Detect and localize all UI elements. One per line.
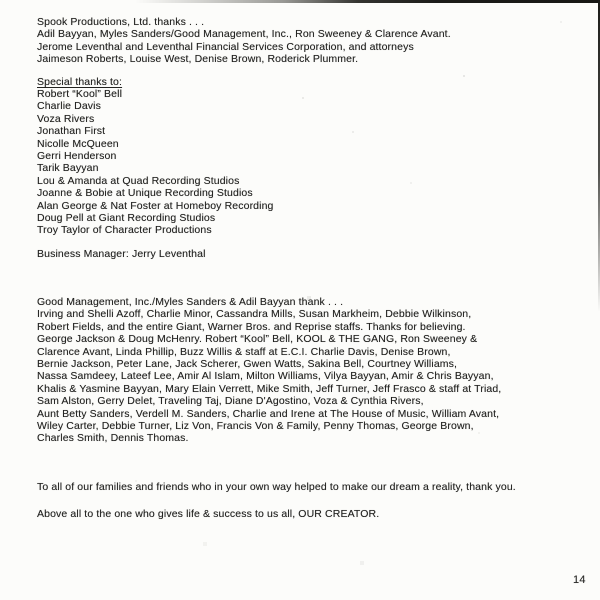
special-thanks-item: Joanne & Bobie at Unique Recording Studios (37, 187, 253, 200)
credits-line: Jerome Leventhal and Leventhal Financial Services Corporation, and attorneys (37, 40, 414, 53)
production-thanks-block (37, 16, 451, 66)
special-thanks-item: Charlie Davis (37, 100, 101, 113)
special-thanks-item: Lou & Amanda at Quad Recording Studios (37, 174, 240, 187)
credits-line: Khalis & Yasmine Bayyan, Mary Elain Verrett, Mike Smith, Jeff Turner, Jeff Frasco & staff at Triad, (37, 382, 502, 395)
special-thanks-item: Voza Rivers (37, 112, 95, 125)
credits-line: Robert Fields, and the entire Giant, Warner Bros. and Reprise staffs. Thanks for believing. (37, 320, 466, 333)
special-thanks-item: Gerri Henderson (37, 150, 117, 163)
credits-line: George Jackson & Doug McHenry. Robert “Kool” Bell, KOOL & THE GANG, Ron Sweeney & (37, 333, 478, 346)
scan-edge-top-artifact (135, 0, 600, 3)
credits-line: Irving and Shelli Azoff, Charlie Minor, Cassandra Mills, Susan Markheim, Debbie Wilkinson, (37, 308, 472, 321)
special-thanks-item: Troy Taylor of Character Productions (37, 224, 212, 237)
special-thanks-item: Jonathan First (37, 125, 106, 138)
business-manager-line: Business Manager: Jerry Leventhal (37, 248, 206, 260)
creator-line: Above all to the one who gives life & success to us all, OUR CREATOR. (37, 508, 380, 520)
special-thanks-item: Nicolle McQueen (37, 137, 119, 150)
special-thanks-item: Robert “Kool” Bell (37, 88, 123, 100)
special-thanks-item: Alan George & Nat Foster at Homeboy Recording (37, 199, 274, 212)
credits-line: Clarence Avant, Linda Phillip, Buzz Willis & staff at E.C.I. Charlie Davis, Denise Brown, (37, 345, 451, 358)
credits-line: Jaimeson Roberts, Louise West, Denise Brown, Roderick Plummer. (37, 53, 359, 66)
special-thanks-item: Doug Pell at Giant Recording Studios (37, 212, 216, 225)
special-thanks-heading: Special thanks to: (37, 76, 123, 88)
special-thanks-item: Tarik Bayyan (37, 162, 99, 175)
management-thanks-block (37, 296, 501, 445)
scan-noise-specks (0, 0, 2, 2)
families-thanks-line: To all of our families and friends who in your own way helped to make our dream a reality, thank you. (37, 481, 516, 493)
credits-line: Adil Bayyan, Myles Sanders/Good Management, Inc., Ron Sweeney & Clarence Avant. (37, 28, 451, 41)
special-thanks-list (37, 88, 274, 237)
page-number: 14 (573, 574, 586, 586)
credits-line: Sam Alston, Gerry Delet, Traveling Taj, Diane D'Agostino, Voza & Cynthia Rivers, (37, 395, 424, 408)
credits-line: Wiley Carter, Debbie Turner, Liz Von, Francis Von & Family, Penny Thomas, George Brown, (37, 420, 474, 433)
credits-line: Spook Productions, Ltd. thanks . . . (37, 16, 205, 28)
credits-line: Good Management, Inc./Myles Sanders & Adil Bayyan thank . . . (37, 296, 344, 308)
credits-line: Charles Smith, Dennis Thomas. (37, 432, 189, 445)
credits-line: Aunt Betty Sanders, Verdell M. Sanders, Charlie and Irene at The House of Music, William Avant, (37, 407, 500, 420)
credits-line: Bernie Jackson, Peter Lane, Jack Scherer, Gwen Watts, Sakina Bell, Courtney Williams, (37, 358, 458, 371)
credits-line: Nassa Samdeey, Lateef Lee, Amir Al Islam, Milton Williams, Vilya Bayyan, Amir & Chris Bayyan, (37, 370, 494, 383)
